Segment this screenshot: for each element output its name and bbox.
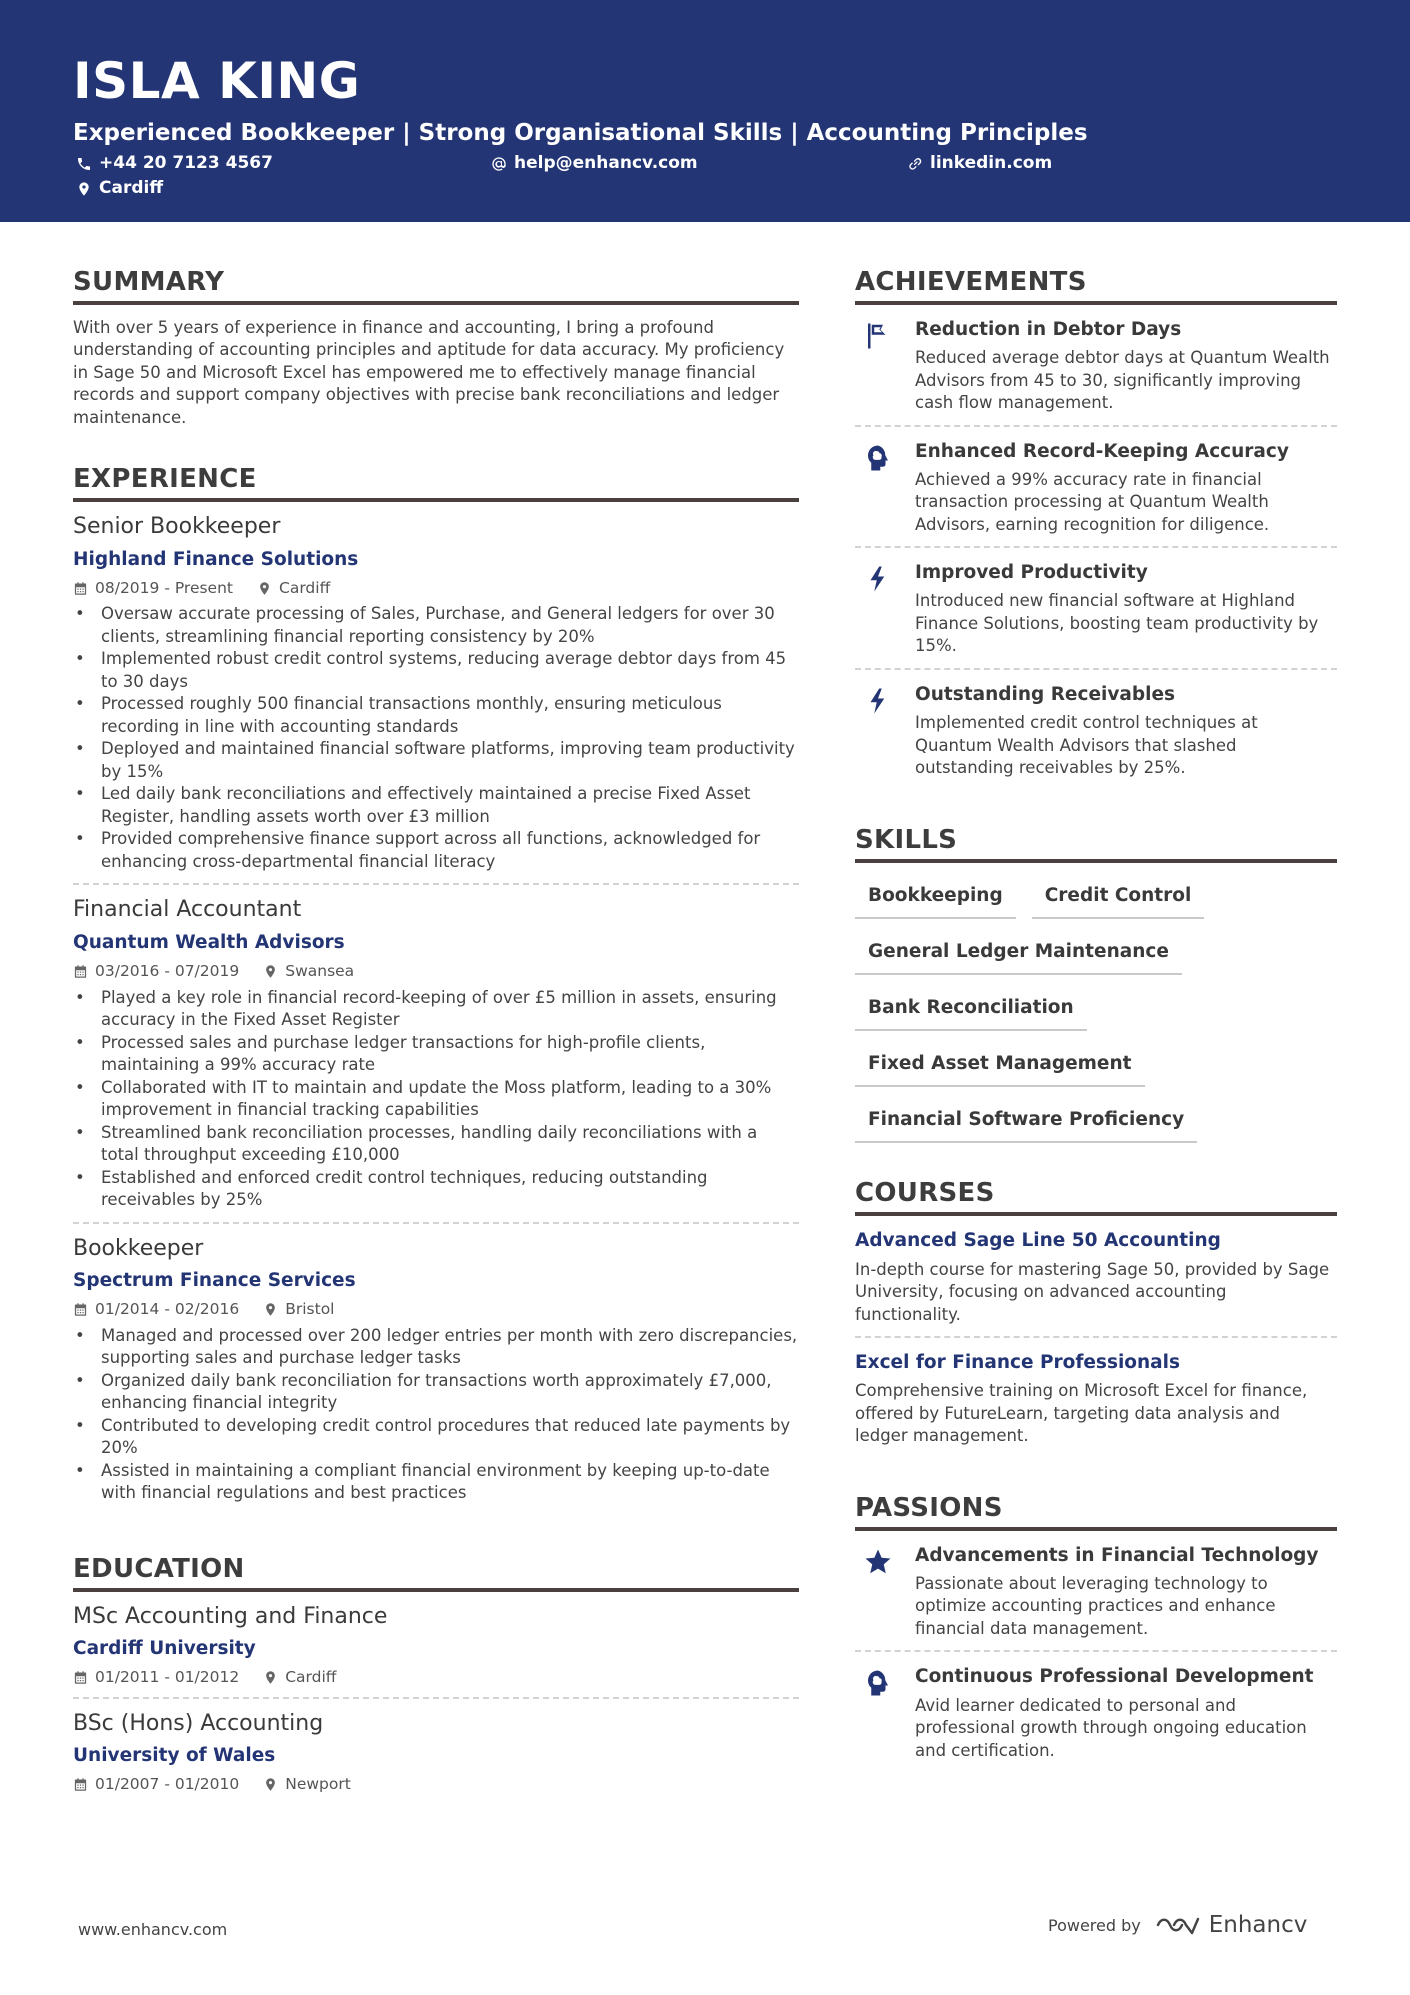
passion-item	[855, 1531, 1337, 1653]
calendar-icon	[73, 581, 88, 596]
job-location-text: Cardiff	[279, 578, 331, 597]
passions-heading: PASSIONS	[855, 1494, 1337, 1531]
skills-list	[855, 877, 1337, 1158]
achievement-item	[855, 427, 1337, 549]
course-title: Advanced Sage Line 50 Accounting	[855, 1230, 1221, 1252]
lightning-icon	[863, 564, 893, 594]
passion-item	[855, 1652, 1337, 1772]
school-name: Cardiff University	[73, 1638, 256, 1660]
achievement-title: Outstanding Receivables	[915, 683, 1176, 705]
job-entry	[73, 885, 799, 1223]
job-company: Quantum Wealth Advisors	[73, 931, 345, 953]
skills-section	[855, 826, 1337, 1158]
job-location	[263, 962, 354, 981]
education-heading: EDUCATION	[73, 1555, 799, 1592]
job-dates	[73, 962, 239, 981]
lightning-icon	[863, 686, 893, 716]
job-location	[257, 579, 330, 598]
job-dates-text: 03/2016 - 07/2019	[95, 962, 240, 981]
location-pin-icon	[263, 1777, 278, 1792]
job-location	[263, 1300, 334, 1319]
achievement-desc: Achieved a 99% accuracy rate in financial transaction processing at Quantum Wealth Advisors, earning recognition for diligence.	[915, 469, 1270, 534]
phone-text: +44 20 7123 4567	[99, 153, 273, 173]
summary-heading: SUMMARY	[73, 268, 799, 305]
education-dates-text: 01/2011 - 01/2012	[95, 1668, 240, 1687]
contact-linkedin[interactable]	[907, 155, 1052, 172]
calendar-icon	[73, 1777, 88, 1792]
education-entry	[73, 1592, 799, 1699]
passion-title: Continuous Professional Development	[915, 1666, 1314, 1688]
footer-branding	[1048, 1912, 1307, 1938]
education-location-text: Newport	[285, 1775, 351, 1794]
skill-tag: General Ledger Maintenance	[855, 933, 1182, 975]
job-bullet: • Managed and processed over 200 ledger entries per month with zero discrepancies, supporting sales and purchase ledger tasks	[73, 1325, 799, 1370]
enhancv-logo-text: Enhancv	[1208, 1912, 1308, 1938]
head-icon	[863, 1668, 893, 1698]
resume-header	[0, 0, 1410, 222]
contact-location	[76, 180, 163, 197]
location-pin-icon	[263, 964, 278, 979]
job-bullet: • Collaborated with IT to maintain and update the Moss platform, leading to a 30% improvement in financial tracking capabilities	[73, 1077, 799, 1122]
job-bullet: • Provided comprehensive finance support across all functions, acknowledged for enhancing cross-departmental financial literacy	[73, 828, 799, 873]
contact-phone[interactable]	[76, 155, 273, 172]
achievements-section	[855, 268, 1337, 790]
education-dates-text: 01/2007 - 01/2010	[95, 1775, 240, 1794]
summary-section	[73, 268, 799, 429]
location-pin-icon	[257, 581, 272, 596]
calendar-icon	[73, 1302, 88, 1317]
job-company: Spectrum Finance Services	[73, 1270, 356, 1292]
job-location-text: Bristol	[285, 1300, 335, 1319]
education-location	[263, 1775, 351, 1794]
job-company: Highland Finance Solutions	[73, 548, 359, 570]
job-bullet: • Led daily bank reconciliations and effectively maintained a precise Fixed Asset Register, handling assets worth over £3 million	[73, 783, 799, 828]
course-desc: Comprehensive training on Microsoft Excel for finance, offered by FutureLearn, targeting data analysis and ledger management.	[855, 1381, 1308, 1446]
job-bullet: • Processed sales and purchase ledger transactions for high-profile clients, maintaining a 99% accuracy rate	[73, 1032, 799, 1077]
job-bullet: • Implemented robust credit control systems, reducing average debtor days from 45 to 30 days	[73, 648, 799, 693]
footer-website-link[interactable]: www.enhancv.com	[78, 1920, 228, 1939]
education-meta	[73, 1775, 799, 1794]
candidate-name: ISLA KING	[73, 52, 361, 110]
skills-heading: SKILLS	[855, 826, 1337, 863]
school-name: University of Wales	[73, 1745, 276, 1767]
passion-desc: Avid learner dedicated to personal and professional growth through ongoing education and certification.	[915, 1695, 1307, 1760]
course-item	[855, 1338, 1337, 1458]
right-column	[855, 268, 1337, 1808]
skill-tag: Fixed Asset Management	[855, 1045, 1145, 1087]
job-dates-text: 08/2019 - Present	[95, 578, 233, 597]
passions-section	[855, 1494, 1337, 1772]
job-dates-text: 01/2014 - 02/2016	[95, 1300, 240, 1319]
flag-icon	[863, 321, 893, 351]
experience-heading: EXPERIENCE	[73, 465, 799, 502]
job-bullet: • Established and enforced credit control techniques, reducing outstanding receivables by 25%	[73, 1167, 799, 1212]
powered-by-text: Powered by	[1048, 1915, 1141, 1935]
location-pin-icon	[76, 181, 92, 197]
job-dates	[73, 1300, 239, 1319]
skill-tag: Credit Control	[1032, 877, 1205, 919]
achievement-title: Improved Productivity	[915, 562, 1148, 584]
job-bullet: • Played a key role in financial record-keeping of over £5 million in assets, ensuring accuracy in the Fixed Asset Register	[73, 987, 799, 1032]
link-icon	[907, 156, 923, 172]
job-bullet: • Assisted in maintaining a compliant financial environment by keeping up-to-date with financial regulations and best practices	[73, 1460, 799, 1505]
achievement-item	[855, 305, 1337, 427]
job-bullet: • Oversaw accurate processing of Sales, Purchase, and General ledgers for over 30 clients, streamlining financial reporting consistency by 20%	[73, 603, 799, 648]
job-title: Bookkeeper	[73, 1235, 204, 1261]
education-entry	[73, 1699, 799, 1804]
achievement-desc: Implemented credit control techniques at Quantum Wealth Advisors that slashed outstanding receivables by 25%.	[915, 713, 1258, 778]
job-location-text: Swansea	[285, 962, 355, 981]
location-text: Cardiff	[99, 178, 164, 198]
job-bullet: • Streamlined bank reconciliation processes, handling daily reconciliations with a total throughput exceeding £10,000	[73, 1122, 799, 1167]
job-title: Financial Accountant	[73, 897, 302, 923]
achievement-title: Reduction in Debtor Days	[915, 318, 1182, 340]
job-bullet: • Contributed to developing credit control procedures that reduced late payments by 20%	[73, 1415, 799, 1460]
education-location-text: Cardiff	[285, 1668, 337, 1687]
job-entry	[73, 502, 799, 885]
education-dates	[73, 1775, 239, 1794]
course-desc: In-depth course for mastering Sage 50, provided by Sage University, focusing on advanced accounting functionality.	[855, 1259, 1330, 1324]
left-column	[73, 268, 799, 1840]
courses-heading: COURSES	[855, 1179, 1337, 1216]
calendar-icon	[73, 1670, 88, 1685]
job-bullets	[73, 1325, 799, 1505]
courses-section	[855, 1179, 1337, 1457]
phone-icon	[76, 156, 92, 172]
job-bullets	[73, 987, 799, 1212]
email-text: help@enhancv.com	[514, 153, 698, 173]
job-bullet: • Deployed and maintained financial software platforms, improving team productivity by 15%	[73, 738, 799, 783]
achievement-desc: Introduced new financial software at Highland Finance Solutions, boosting team productivity by 15%.	[915, 591, 1319, 656]
achievement-item	[855, 670, 1337, 790]
contact-email[interactable]	[491, 155, 698, 172]
degree-title: BSc (Hons) Accounting	[73, 1710, 324, 1736]
education-location	[263, 1668, 336, 1687]
passion-title: Advancements in Financial Technology	[915, 1544, 1319, 1566]
course-item	[855, 1216, 1337, 1338]
education-meta	[73, 1668, 799, 1687]
job-title: Senior Bookkeeper	[73, 514, 281, 540]
degree-title: MSc Accounting and Finance	[73, 1603, 388, 1629]
achievement-title: Enhanced Record-Keeping Accuracy	[915, 440, 1289, 462]
achievement-item	[855, 548, 1337, 670]
course-title: Excel for Finance Professionals	[855, 1352, 1181, 1374]
job-meta	[73, 579, 799, 598]
job-meta	[73, 962, 799, 981]
enhancv-logo[interactable]	[1155, 1912, 1308, 1938]
summary-text: With over 5 years of experience in finance and accounting, I bring a profound understanding of accounting principles and aptitude for data accuracy. My proficiency in Sage 50 and Microsoft Excel has empowered me to effectively manage financial records and support company objectives with precise bank reconciliations and ledger maintenance.	[73, 317, 785, 427]
at-icon	[491, 156, 507, 172]
achievements-heading: ACHIEVEMENTS	[855, 268, 1337, 305]
star-icon	[863, 1547, 893, 1577]
skill-tag: Bank Reconciliation	[855, 989, 1087, 1031]
job-meta	[73, 1300, 799, 1319]
education-section	[73, 1555, 799, 1804]
education-dates	[73, 1668, 239, 1687]
passion-desc: Passionate about leveraging technology to optimize accounting practices and enhance financial data management.	[915, 1573, 1276, 1638]
location-pin-icon	[263, 1670, 278, 1685]
job-entry	[73, 1224, 799, 1515]
candidate-tagline: Experienced Bookkeeper | Strong Organisational Skills | Accounting Principles	[73, 120, 1088, 146]
job-bullet: • Organized daily bank reconciliation for transactions worth approximately £7,000, enhancing financial integrity	[73, 1370, 799, 1415]
job-bullets	[73, 603, 799, 873]
job-dates	[73, 579, 233, 598]
skill-tag: Bookkeeping	[855, 877, 1016, 919]
enhancv-logo-icon	[1155, 1913, 1201, 1937]
calendar-icon	[73, 964, 88, 979]
linkedin-text: linkedin.com	[930, 153, 1053, 173]
job-bullet: • Processed roughly 500 financial transactions monthly, ensuring meticulous recording in line with accounting standards	[73, 693, 799, 738]
achievement-desc: Reduced average debtor days at Quantum Wealth Advisors from 45 to 30, significantly improving cash flow management.	[915, 348, 1330, 413]
head-icon	[863, 443, 893, 473]
location-pin-icon	[263, 1302, 278, 1317]
experience-section	[73, 465, 799, 1514]
skill-tag: Financial Software Proficiency	[855, 1101, 1197, 1143]
